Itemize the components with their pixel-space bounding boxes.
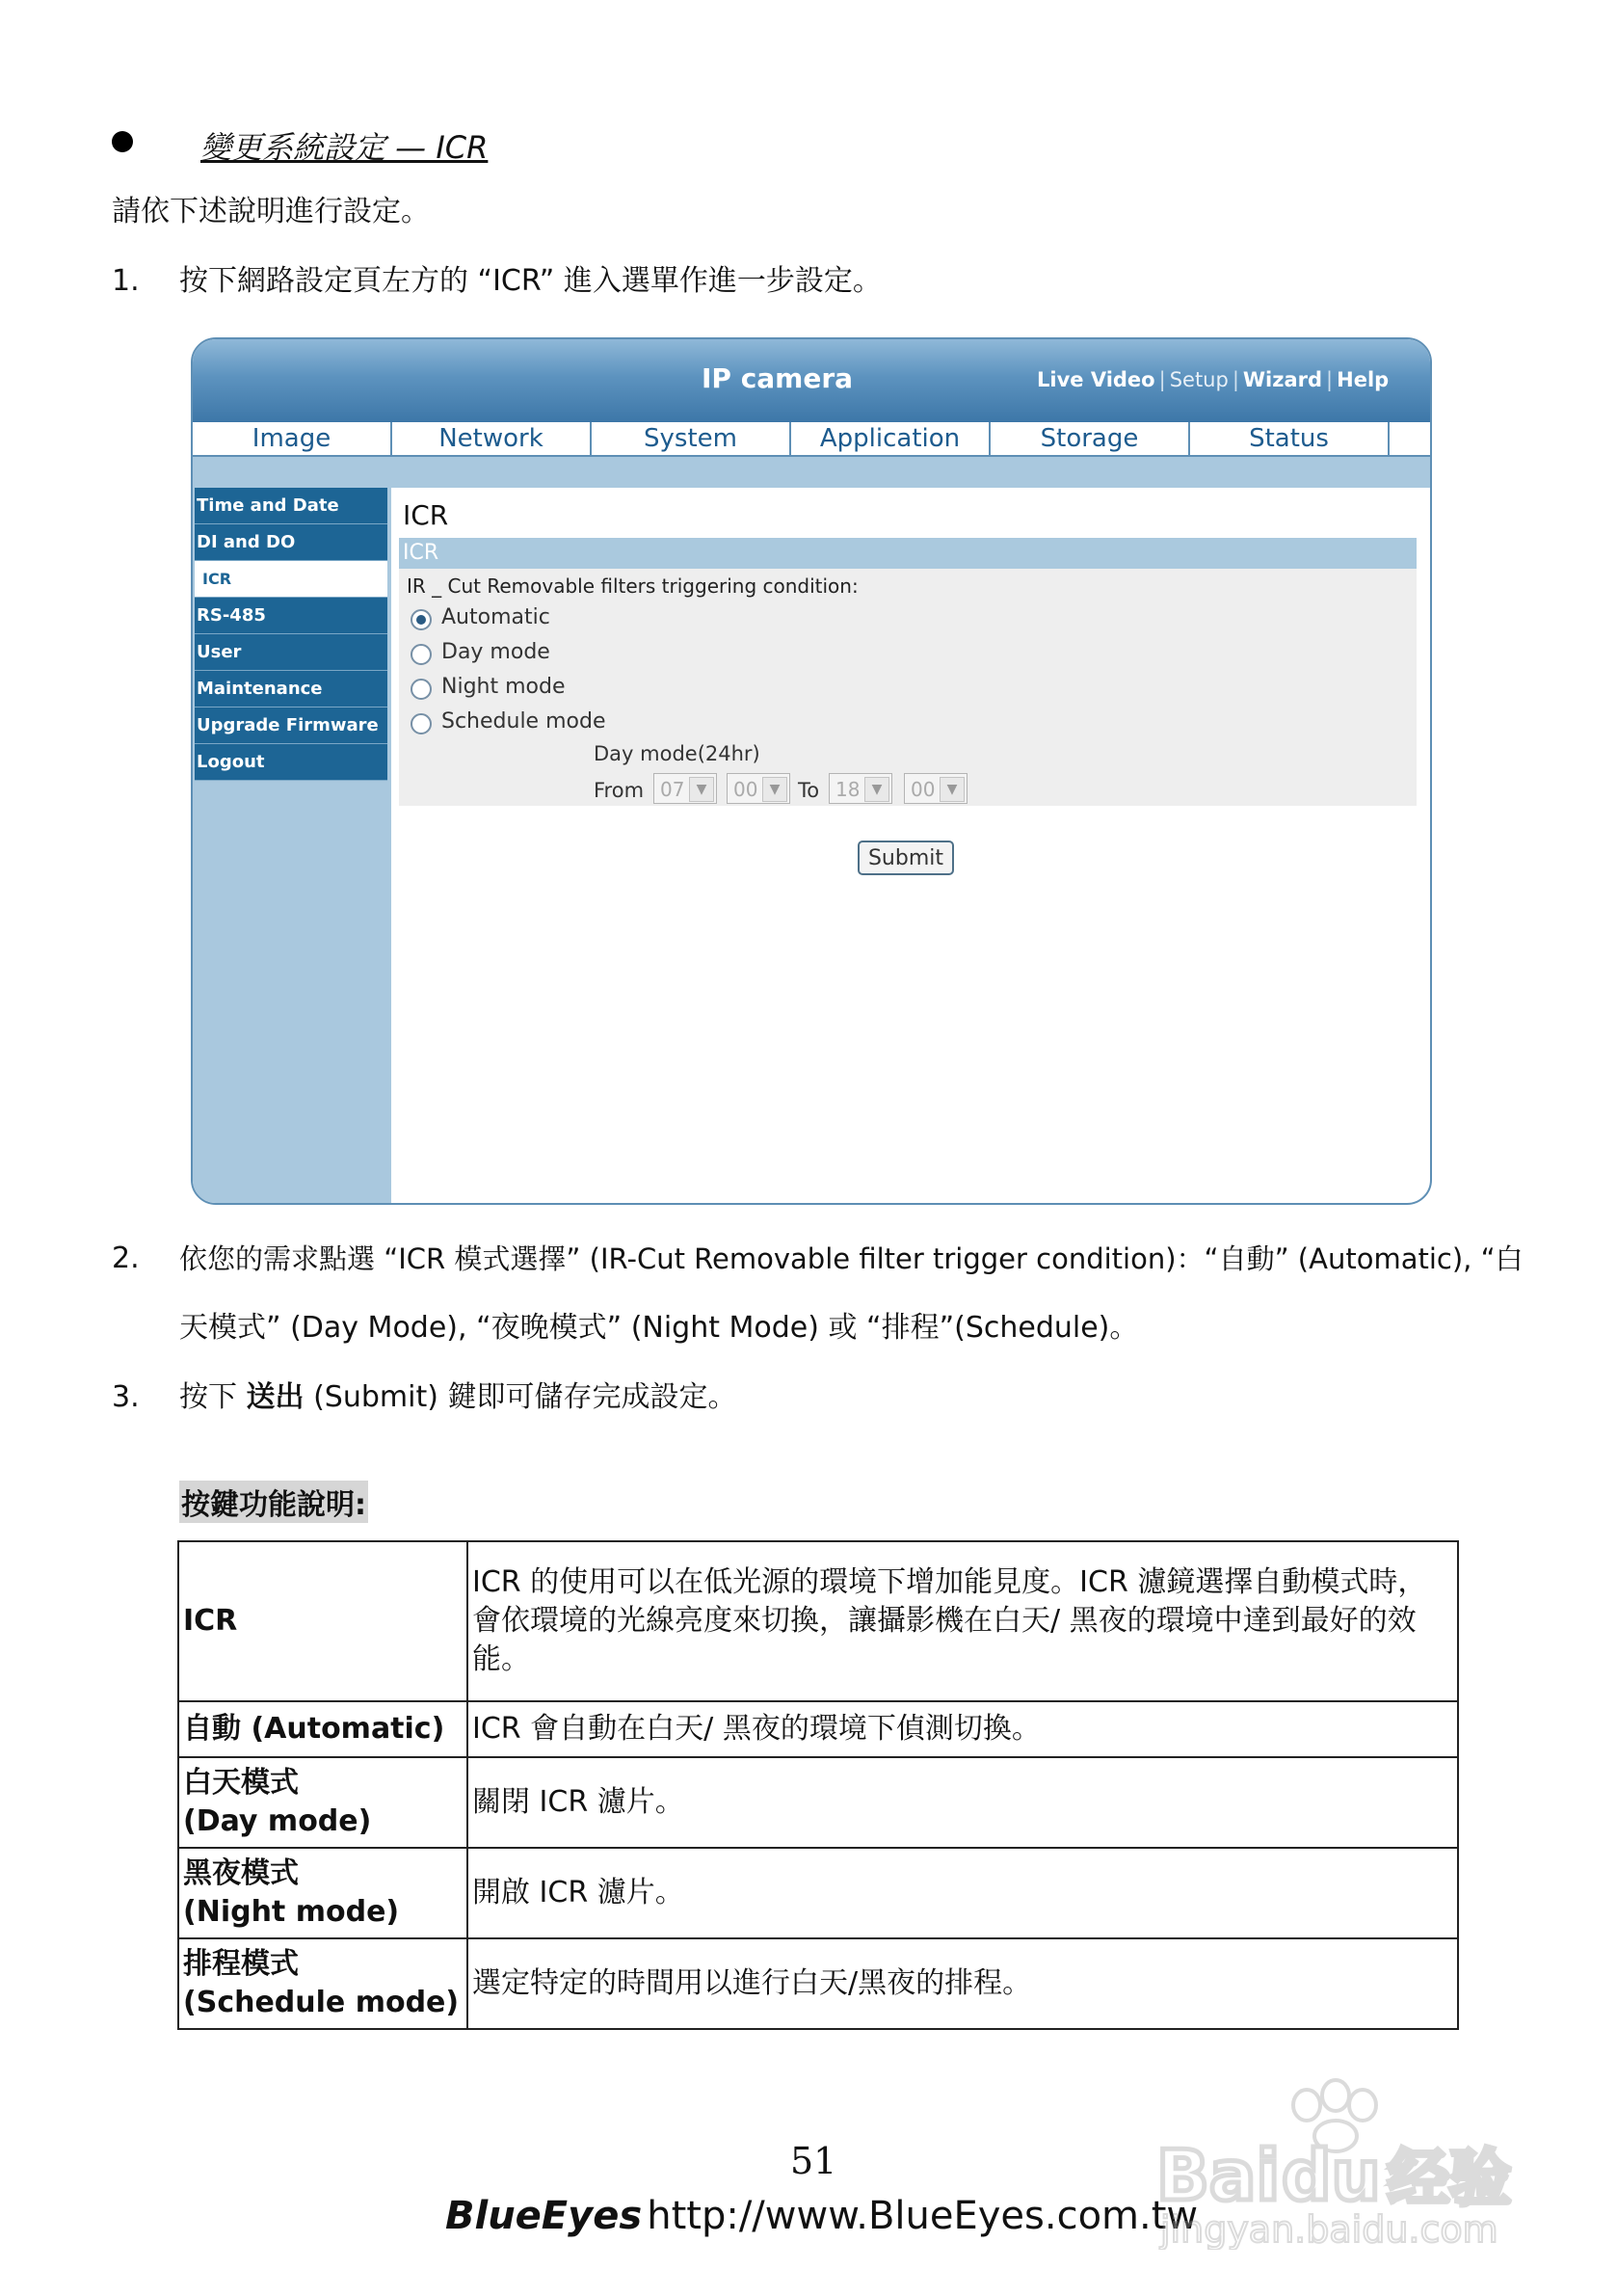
key-function-table (177, 1540, 1459, 2030)
desc-cell: 關閉 ICR 濾片。 (467, 1757, 1458, 1848)
day-mode-24hr-label: Day mode(24hr) (594, 742, 760, 765)
condition-label: IR _ Cut Removable filters triggering condition: (407, 574, 859, 598)
tab-storage[interactable]: Storage (991, 422, 1190, 455)
from-hour-value: 07 (660, 778, 685, 801)
from-label: From (594, 779, 645, 802)
page-number: 51 (790, 2140, 837, 2182)
step-1-number: 1. (112, 264, 140, 298)
radio-night-mode[interactable] (411, 679, 432, 700)
tab-status[interactable]: Status (1190, 422, 1390, 455)
sidebar-menu (195, 488, 387, 781)
section-heading: 變更系統設定 — ICR (200, 129, 489, 166)
chevron-down-icon: ▼ (689, 777, 714, 802)
top-links: Live Video | Setup | Wizard | Help (1037, 368, 1390, 391)
tab-network[interactable]: Network (392, 422, 592, 455)
submit-button[interactable]: Submit (858, 841, 954, 875)
sidebar-item-upgrade-firmware[interactable]: Upgrade Firmware (195, 707, 387, 744)
brand-title: IP camera (702, 362, 854, 394)
sidebar-item-user[interactable]: User (195, 634, 387, 671)
to-label: To (798, 779, 820, 802)
step-2-text-cont: 天模式” (Day Mode), “夜晚模式” (Night Mode) 或 “排程”(Schedule)。 (179, 1311, 1139, 1345)
baidu-watermark (1153, 2076, 1538, 2250)
to-minute-select[interactable] (904, 773, 968, 804)
table-row (178, 1848, 1458, 1938)
ip-camera-screenshot (191, 337, 1432, 1205)
blueeyes-logo: BlueEyes (445, 2194, 643, 2238)
from-hour-select[interactable] (653, 773, 717, 804)
link-setup[interactable]: Setup (1169, 368, 1229, 391)
sidebar-item-icr[interactable]: ICR (195, 561, 387, 598)
step-3-bold: 送出 (246, 1380, 305, 1414)
sidebar-item-di-and-do[interactable]: DI and DO (195, 524, 387, 561)
link-help[interactable]: Help (1337, 368, 1390, 391)
svg-text:du: du (1282, 2135, 1381, 2216)
key-cell: 白天模式 (Day mode) (178, 1757, 467, 1848)
chevron-down-icon: ▼ (940, 777, 965, 802)
sidebar-item-maintenance[interactable]: Maintenance (195, 671, 387, 707)
svg-text:Bai: Bai (1156, 2135, 1281, 2216)
option-automatic-label: Automatic (441, 605, 550, 629)
footer (445, 2194, 1198, 2238)
chevron-down-icon: ▼ (864, 777, 889, 802)
radio-day-mode[interactable] (411, 644, 432, 665)
chevron-down-icon: ▼ (762, 777, 787, 802)
radio-schedule-mode[interactable] (411, 713, 432, 734)
option-schedule-mode-label: Schedule mode (441, 709, 606, 734)
from-minute-value: 00 (733, 778, 758, 801)
option-day-mode-label: Day mode (441, 640, 550, 664)
section-strip: ICR (399, 538, 1417, 569)
link-live-video[interactable]: Live Video (1037, 368, 1155, 391)
footer-url[interactable]: http://www.BlueEyes.com.tw (647, 2194, 1199, 2238)
table-row (178, 1541, 1458, 1701)
bullet-icon (112, 131, 133, 152)
key-cell: 自動 (Automatic) (178, 1701, 467, 1757)
link-wizard[interactable]: Wizard (1242, 368, 1323, 391)
table-title: 按鍵功能說明: (179, 1481, 368, 1523)
to-hour-value: 18 (835, 778, 861, 801)
radio-automatic[interactable] (411, 609, 432, 630)
sidebar-item-time-and-date[interactable]: Time and Date (195, 488, 387, 524)
to-hour-select[interactable] (829, 773, 892, 804)
tab-application[interactable]: Application (791, 422, 991, 455)
step-3-text: 按下 送出 (Submit) 鍵即可儲存完成設定。 (179, 1380, 737, 1414)
sidebar-item-logout[interactable]: Logout (195, 744, 387, 781)
intro-text: 請依下述說明進行設定。 (112, 195, 430, 228)
svg-text:jingyan.baidu.com: jingyan.baidu.com (1160, 2208, 1498, 2250)
desc-cell: 選定特定的時間用以進行白天/黑夜的排程。 (467, 1938, 1458, 2029)
content-title: ICR (403, 499, 449, 531)
option-night-mode-label: Night mode (441, 675, 566, 699)
sub-strip (193, 457, 1430, 488)
to-minute-value: 00 (911, 778, 936, 801)
tab-system[interactable]: System (592, 422, 791, 455)
key-cell: 排程模式 (Schedule mode) (178, 1938, 467, 2029)
step-2-number: 2. (112, 1241, 140, 1275)
table-row (178, 1938, 1458, 2029)
key-cell: ICR (178, 1541, 467, 1701)
paw-icon (1153, 2076, 1538, 2250)
desc-cell: ICR 的使用可以在低光源的環境下增加能見度。ICR 濾鏡選擇自動模式時，會依環境的光線亮度來切換，讓攝影機在白天/ 黑夜的環境中達到最好的效能。 (467, 1541, 1458, 1701)
desc-cell: ICR 會自動在白天/ 黑夜的環境下偵測切換。 (467, 1701, 1458, 1757)
table-row (178, 1701, 1458, 1757)
step-1-text: 按下網路設定頁左方的 “ICR” 進入選單作進一步設定。 (179, 264, 882, 298)
main-tabs (193, 422, 1430, 457)
tab-image[interactable]: Image (193, 422, 392, 455)
desc-cell: 開啟 ICR 濾片。 (467, 1848, 1458, 1938)
step-3-number: 3. (112, 1380, 140, 1414)
key-cell: 黑夜模式 (Night mode) (178, 1848, 467, 1938)
sidebar-item-rs-485[interactable]: RS-485 (195, 598, 387, 634)
step-2-text: 依您的需求點選 “ICR 模式選擇” (IR-Cut Removable filter trigger condition)：“自動” (Automatic), “白 (179, 1242, 1524, 1275)
table-row (178, 1757, 1458, 1848)
svg-text:经验: 经验 (1388, 2144, 1511, 2215)
from-minute-select[interactable] (727, 773, 790, 804)
